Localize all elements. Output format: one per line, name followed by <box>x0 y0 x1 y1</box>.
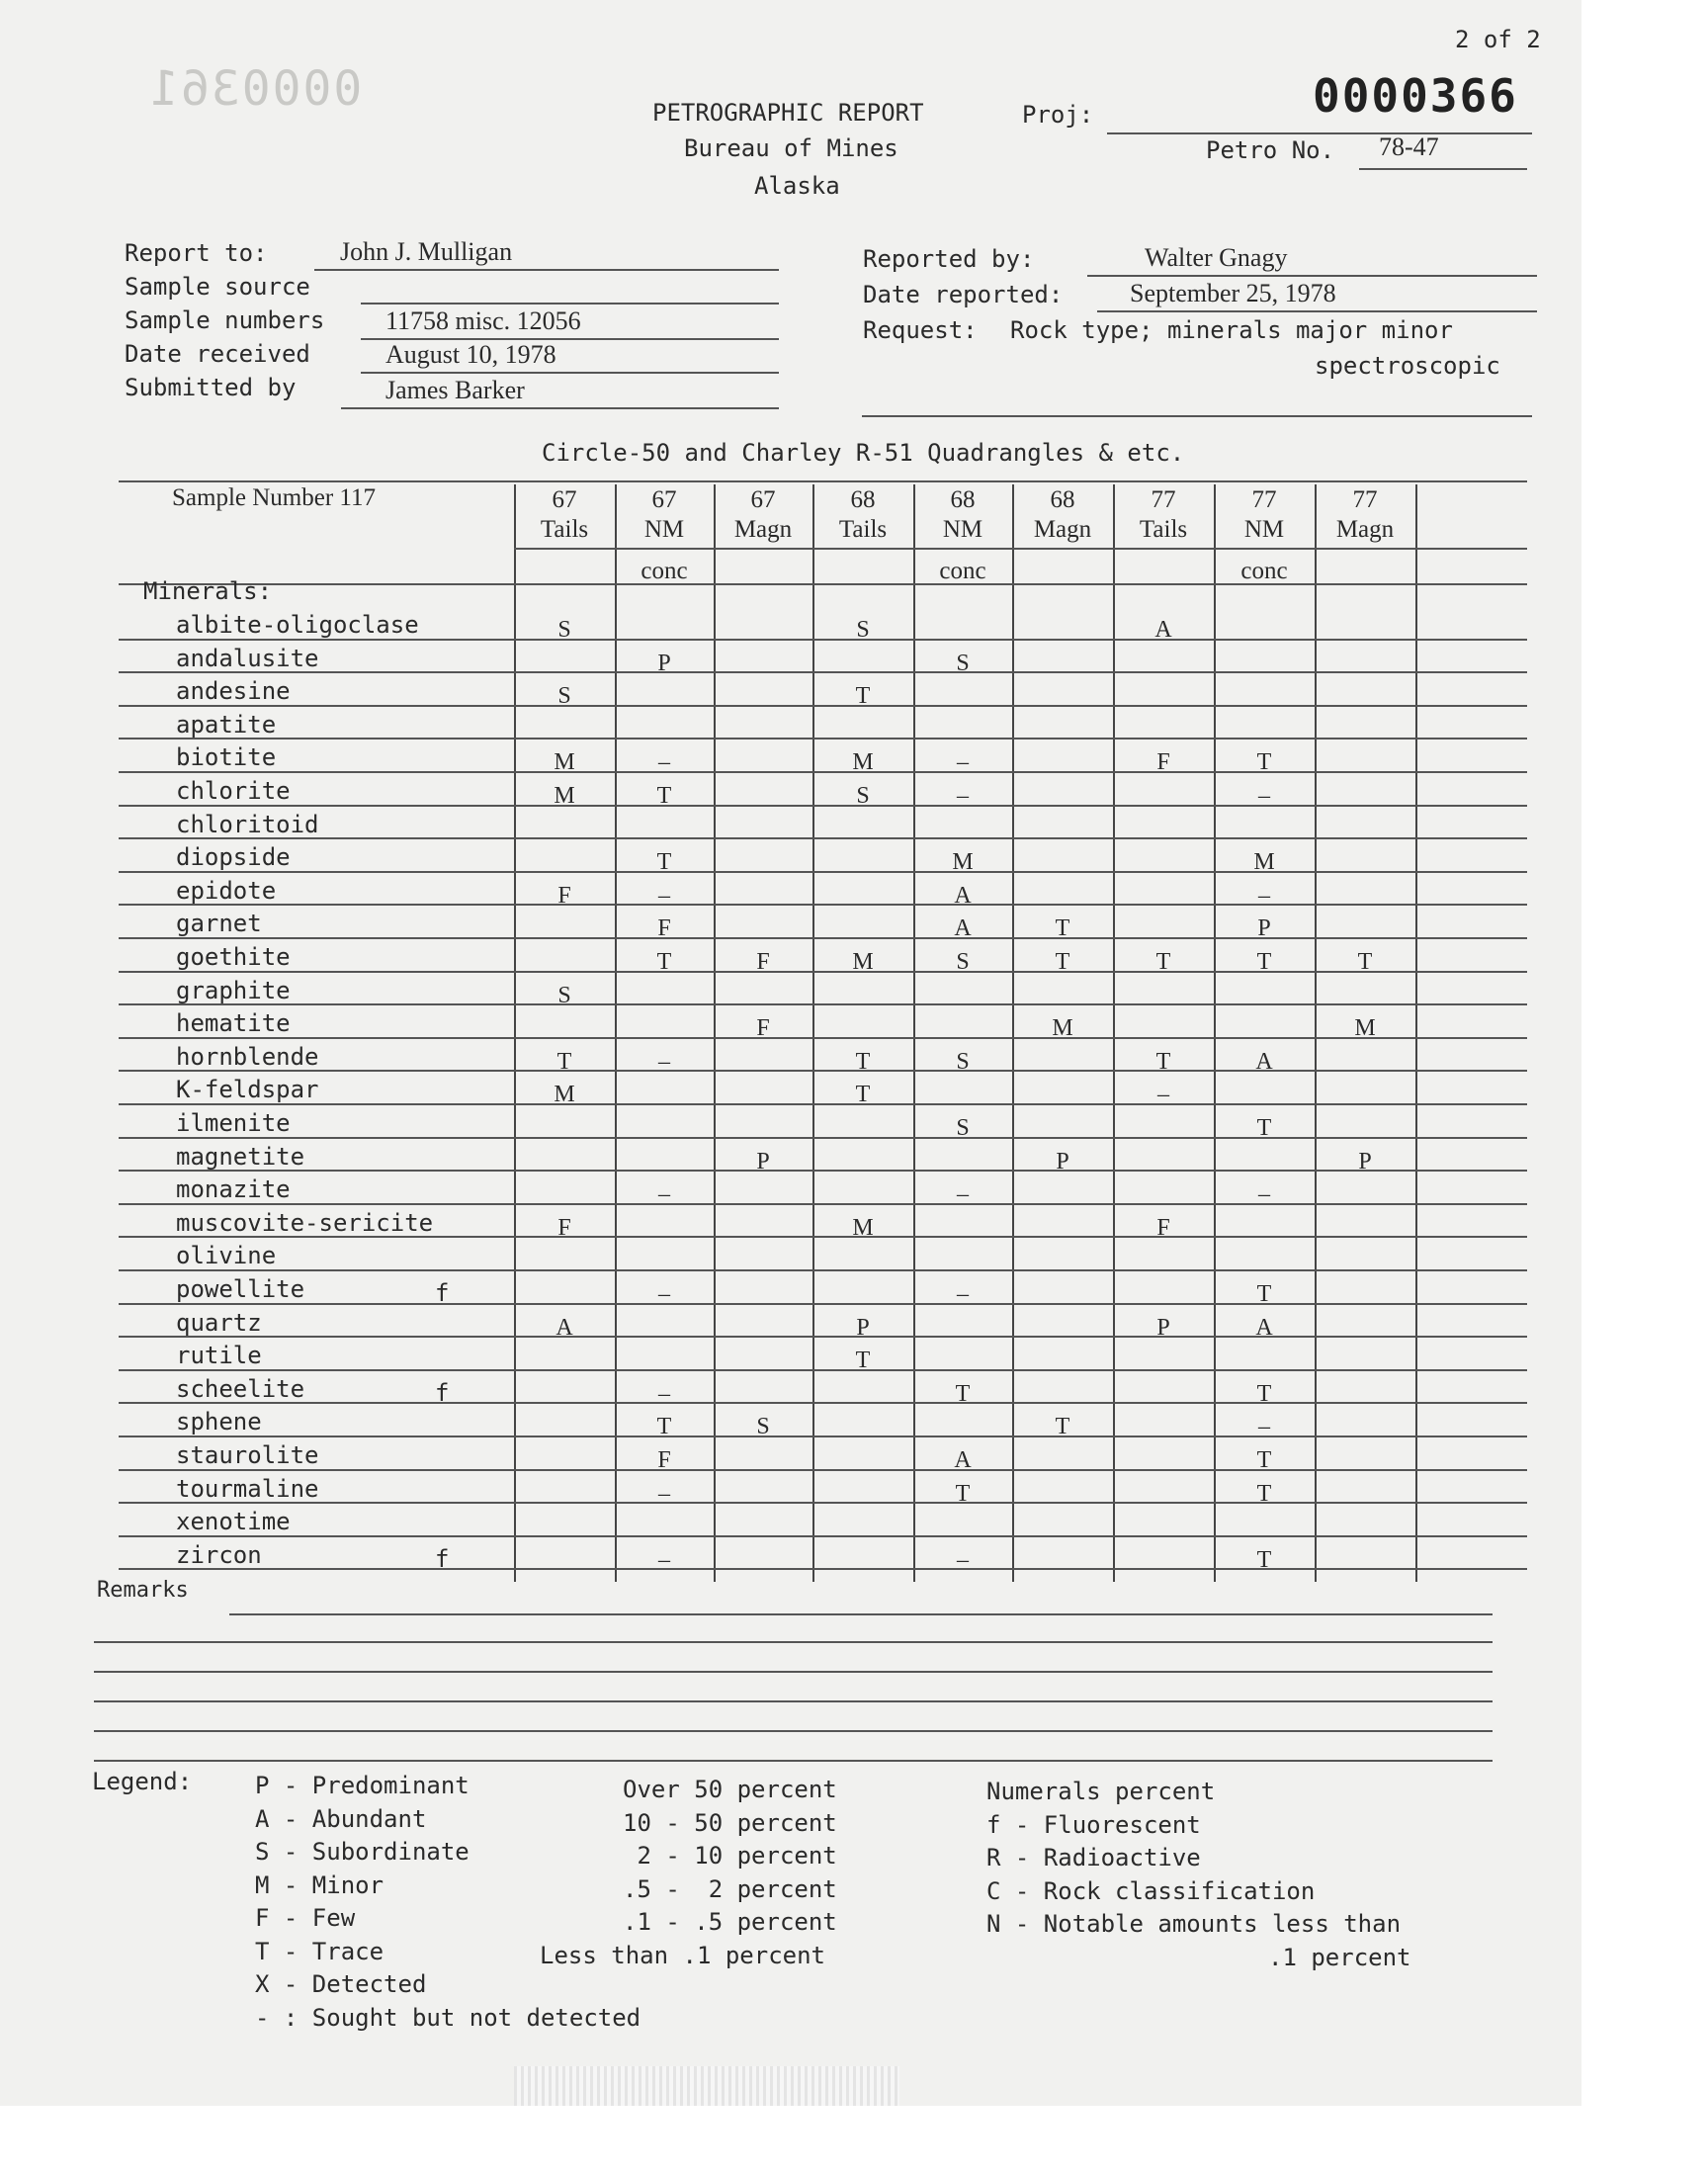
sample-number-label: Sample Number 117 <box>172 484 376 511</box>
legend-label: Legend: <box>92 1768 193 1795</box>
row-divider <box>119 871 1527 873</box>
column-fraction-type: NM <box>942 516 983 543</box>
row-divider <box>119 738 1527 740</box>
legend-code: M - Minor <box>255 1870 384 1899</box>
row-divider <box>119 705 1527 707</box>
header-divider-2 <box>119 583 1527 585</box>
mineral-name: staurolite <box>176 1441 319 1469</box>
legend-note: R - Radioactive <box>986 1844 1201 1871</box>
row-divider <box>119 1336 1527 1338</box>
mineral-name: monazite <box>176 1175 291 1204</box>
legend-code: T - Trace <box>255 1937 384 1965</box>
mineral-rating: S <box>956 1048 970 1075</box>
petro-line <box>1359 168 1527 170</box>
mineral-rating: T <box>855 683 871 710</box>
mineral-rating: P <box>1257 915 1271 942</box>
sample-source-label: Sample source <box>125 273 310 301</box>
mineral-rating: A <box>1154 617 1172 643</box>
petro-label: Petro No. <box>1206 136 1335 164</box>
mineral-rating: T <box>855 1048 871 1075</box>
column-sample-number: 77 <box>1151 486 1176 513</box>
mineral-rating: P <box>856 1314 870 1341</box>
mineral-rating: F <box>557 1214 571 1241</box>
petro-value: 78-47 <box>1379 132 1439 161</box>
legend-note: Numerals percent <box>986 1778 1216 1805</box>
mineral-rating: T <box>1055 915 1070 942</box>
column-fraction-type: Magn <box>1335 516 1395 543</box>
mineral-rating: S <box>557 617 571 643</box>
row-divider <box>119 1003 1527 1005</box>
mineral-rating: S <box>756 1414 770 1440</box>
mineral-rating: T <box>1155 949 1171 975</box>
mineral-rating: – <box>957 1181 969 1208</box>
mineral-name: powellite <box>176 1275 305 1303</box>
date-reported-line <box>1097 310 1537 312</box>
mineral-name: apatite <box>176 710 277 739</box>
mineral-rating: M <box>1354 1015 1376 1042</box>
legend-range: 2 - 10 percent <box>623 1842 837 1870</box>
mineral-name: K-feldspar <box>176 1076 319 1104</box>
row-divider <box>119 1037 1527 1039</box>
request-line-2: spectroscopic <box>1315 352 1500 380</box>
remarks-line-4 <box>94 1700 1493 1702</box>
mineral-rating: S <box>557 683 571 710</box>
column-divider <box>1415 484 1417 1582</box>
sample-numbers-label: Sample numbers <box>125 306 325 334</box>
column-divider <box>1214 484 1216 1582</box>
mineral-name: diopside <box>176 843 291 872</box>
column-divider <box>812 484 814 1582</box>
fluorescent-flag: f <box>435 1279 450 1307</box>
date-reported-label: Date reported: <box>863 281 1064 308</box>
column-divider <box>615 484 617 1582</box>
mineral-name: muscovite-sericite <box>176 1208 434 1237</box>
report-to-line <box>314 269 779 271</box>
mineral-rating: – <box>658 1480 670 1507</box>
mineral-rating: A <box>1255 1314 1273 1341</box>
mineral-rating: A <box>954 882 972 909</box>
column-sample-number: 67 <box>552 486 577 513</box>
submitted-by-label: Submitted by <box>125 374 297 401</box>
report-to-value: John J. Mulligan <box>340 237 513 266</box>
mineral-rating: – <box>658 1380 670 1407</box>
reported-by-line <box>1087 275 1537 277</box>
mineral-rating: S <box>956 1115 970 1141</box>
legend-range: .5 - 2 percent <box>623 1874 837 1903</box>
mineral-rating: T <box>656 949 672 975</box>
row-divider <box>119 1137 1527 1139</box>
row-divider <box>119 1535 1527 1537</box>
mineral-rating: F <box>756 949 770 975</box>
mineral-rating: P <box>1056 1148 1069 1174</box>
remarks-label: Remarks <box>97 1578 189 1603</box>
document-number: 0000366 <box>1313 69 1518 123</box>
column-divider <box>714 484 716 1582</box>
mineral-rating: F <box>1156 749 1170 776</box>
mineral-rating: S <box>956 650 970 676</box>
mineral-rating: T <box>1256 1115 1272 1141</box>
mineral-rating: M <box>1253 849 1275 876</box>
mineral-rating: T <box>855 1082 871 1108</box>
mineral-name: olivine <box>176 1242 277 1270</box>
mineral-rating: F <box>557 882 571 909</box>
column-sample-number: 77 <box>1352 486 1378 513</box>
row-divider <box>119 1402 1527 1404</box>
ghost-stamp: 0000361 <box>148 61 363 117</box>
mineral-rating: – <box>658 882 670 909</box>
remarks-line-1 <box>229 1613 1493 1615</box>
report-to-label: Report to: <box>125 239 268 267</box>
mineral-rating: – <box>957 1281 969 1307</box>
legend-note: C - Rock classification <box>986 1876 1316 1905</box>
mineral-rating: – <box>658 1181 670 1208</box>
fluorescent-flag: f <box>435 1544 450 1573</box>
mineral-rating: T <box>1256 949 1272 975</box>
mineral-rating: – <box>1258 783 1270 809</box>
legend-code: F - Few <box>255 1904 356 1932</box>
mineral-name: chloritoid <box>176 810 319 838</box>
row-divider <box>119 639 1527 641</box>
row-divider <box>119 771 1527 773</box>
legend-note: N - Notable amounts less than <box>986 1910 1402 1938</box>
mineral-rating: F <box>657 915 671 942</box>
submitted-by-line <box>341 407 779 409</box>
legend-note: f - Fluorescent <box>986 1810 1201 1839</box>
row-divider <box>119 904 1527 906</box>
scan-artifact <box>514 2066 899 2106</box>
column-fraction-type: NM <box>1243 516 1285 543</box>
mineral-name: sphene <box>176 1408 262 1436</box>
column-divider <box>1113 484 1115 1582</box>
mineral-name: garnet <box>176 910 262 938</box>
row-divider <box>119 1502 1527 1504</box>
row-divider <box>119 1269 1527 1271</box>
legend-range: Over 50 percent <box>623 1776 837 1803</box>
mineral-name: albite-oligoclase <box>176 611 419 639</box>
column-sample-number: 68 <box>850 486 876 513</box>
mineral-name: biotite <box>176 743 277 772</box>
proj-line <box>1107 132 1532 134</box>
mineral-rating: T <box>556 1048 572 1075</box>
column-sample-number: 68 <box>1050 486 1075 513</box>
legend-code: X - Detected <box>255 1970 427 1998</box>
request-label: Request: <box>863 316 978 344</box>
column-fraction-type: Magn <box>1033 516 1092 543</box>
mineral-name: andesine <box>176 677 291 706</box>
sample-source-line <box>361 303 779 304</box>
mineral-rating: M <box>554 1082 575 1108</box>
mineral-rating: – <box>658 749 670 776</box>
column-fraction-sub: conc <box>939 558 986 584</box>
column-fraction-type: NM <box>643 516 685 543</box>
mineral-rating: S <box>557 982 571 1008</box>
mineral-rating: T <box>1155 1048 1171 1075</box>
location-text: Circle-50 and Charley R-51 Quadrangles & etc. <box>542 439 1185 467</box>
mineral-rating: F <box>1156 1214 1170 1241</box>
mineral-rating: S <box>956 949 970 975</box>
mineral-rating: – <box>957 783 969 809</box>
mineral-rating: M <box>852 949 874 975</box>
column-fraction-sub: conc <box>1240 558 1288 584</box>
region-name: Alaska <box>754 172 840 200</box>
mineral-rating: A <box>1255 1048 1273 1075</box>
mineral-name: chlorite <box>176 777 291 805</box>
mineral-rating: T <box>955 1480 971 1507</box>
mineral-rating: – <box>957 749 969 776</box>
column-fraction-type: Tails <box>540 516 589 543</box>
column-fraction-type: Magn <box>733 516 793 543</box>
legend-code: S - Subordinate <box>255 1838 470 1866</box>
mineral-name: scheelite <box>176 1374 305 1403</box>
row-divider <box>119 1369 1527 1371</box>
row-divider <box>119 671 1527 673</box>
mineral-name: magnetite <box>176 1142 305 1171</box>
row-divider <box>119 1203 1527 1205</box>
legend-code: A - Abundant <box>255 1804 427 1833</box>
mineral-rating: P <box>756 1148 770 1174</box>
submitted-by-value: James Barker <box>385 376 525 404</box>
row-divider <box>119 837 1527 839</box>
remarks-line-5 <box>94 1730 1493 1732</box>
mineral-rating: F <box>657 1447 671 1473</box>
mineral-rating: M <box>952 849 974 876</box>
reported-by-value: Walter Gnagy <box>1145 243 1288 272</box>
column-fraction-sub: conc <box>640 558 688 584</box>
column-divider <box>913 484 915 1582</box>
mineral-rating: T <box>855 1348 871 1374</box>
mineral-rating: – <box>1258 1181 1270 1208</box>
row-divider <box>119 1236 1527 1238</box>
legend-code: P - Predominant <box>255 1772 470 1799</box>
proj-label: Proj: <box>1022 101 1094 129</box>
date-received-line <box>361 372 779 374</box>
mineral-rating: T <box>955 1380 971 1407</box>
legend-code: - : Sought but not detected <box>255 2003 641 2032</box>
column-fraction-type: Tails <box>1139 516 1188 543</box>
mineral-rating: – <box>957 1546 969 1573</box>
row-divider <box>119 1170 1527 1172</box>
legend-range: 10 - 50 percent <box>623 1808 837 1837</box>
mineral-rating: T <box>656 783 672 809</box>
mineral-name: hornblende <box>176 1042 319 1071</box>
mineral-name: ilmenite <box>176 1109 291 1137</box>
mineral-rating: – <box>658 1048 670 1075</box>
mineral-name: hematite <box>176 1009 291 1038</box>
mineral-rating: A <box>954 1447 972 1473</box>
reported-by-label: Reported by: <box>863 245 1035 273</box>
mineral-rating: T <box>656 1414 672 1440</box>
fluorescent-flag: f <box>435 1378 450 1407</box>
column-fraction-type: Tails <box>838 516 888 543</box>
mineral-rating: M <box>554 783 575 809</box>
mineral-name: quartz <box>176 1308 262 1337</box>
table-top-line <box>119 480 1527 482</box>
remarks-line-6 <box>94 1760 1493 1762</box>
minerals-label: Minerals: <box>143 577 273 605</box>
mineral-rating: T <box>1055 1414 1070 1440</box>
mineral-name: rutile <box>176 1342 262 1370</box>
mineral-rating: T <box>1256 1380 1272 1407</box>
column-sample-number: 67 <box>651 486 677 513</box>
mineral-rating: – <box>658 1281 670 1307</box>
mineral-rating: – <box>658 1546 670 1573</box>
request-line <box>862 415 1532 417</box>
sample-numbers-value: 11758 misc. 12056 <box>385 306 581 335</box>
mineral-rating: T <box>1256 749 1272 776</box>
mineral-rating: M <box>852 749 874 776</box>
row-divider <box>119 1568 1527 1570</box>
mineral-rating: A <box>954 915 972 942</box>
column-sample-number: 67 <box>750 486 776 513</box>
row-divider <box>119 1469 1527 1471</box>
mineral-name: xenotime <box>176 1508 291 1536</box>
row-divider <box>119 1436 1527 1437</box>
mineral-rating: M <box>852 1214 874 1241</box>
request-line-1: Rock type; minerals major minor <box>1010 316 1453 344</box>
mineral-rating: A <box>555 1314 573 1341</box>
mineral-rating: – <box>1258 882 1270 909</box>
mineral-rating: T <box>1256 1447 1272 1473</box>
mineral-name: tourmaline <box>176 1474 319 1503</box>
mineral-rating: M <box>554 749 575 776</box>
row-divider <box>119 1103 1527 1105</box>
date-reported-value: September 25, 1978 <box>1130 279 1336 307</box>
date-received-value: August 10, 1978 <box>385 340 556 369</box>
mineral-rating: T <box>1256 1546 1272 1573</box>
row-divider <box>119 805 1527 807</box>
row-divider <box>119 937 1527 939</box>
column-sample-number: 77 <box>1251 486 1277 513</box>
remarks-line-2 <box>94 1641 1493 1643</box>
mineral-name: andalusite <box>176 644 319 672</box>
date-received-label: Date received <box>125 340 310 368</box>
mineral-rating: S <box>856 783 870 809</box>
mineral-rating: T <box>1357 949 1373 975</box>
mineral-rating: M <box>1052 1015 1073 1042</box>
mineral-name: zircon <box>176 1540 262 1569</box>
legend-range: Less than .1 percent <box>540 1941 825 1969</box>
header-divider-1 <box>514 548 1527 550</box>
column-divider <box>1315 484 1317 1582</box>
row-divider <box>119 971 1527 973</box>
mineral-name: epidote <box>176 876 277 905</box>
legend-range: .1 - .5 percent <box>623 1908 837 1936</box>
mineral-rating: T <box>1256 1281 1272 1307</box>
mineral-rating: P <box>1156 1314 1170 1341</box>
mineral-name: goethite <box>176 943 291 971</box>
bureau-name: Bureau of Mines <box>684 134 898 162</box>
column-divider <box>514 484 516 1582</box>
report-title: PETROGRAPHIC REPORT <box>652 99 924 127</box>
row-divider <box>119 1303 1527 1305</box>
mineral-rating: T <box>656 849 672 876</box>
mineral-rating: P <box>1358 1148 1372 1174</box>
mineral-rating: T <box>1256 1480 1272 1507</box>
mineral-rating: – <box>1157 1082 1169 1108</box>
mineral-rating: F <box>756 1015 770 1042</box>
mineral-rating: T <box>1055 949 1070 975</box>
row-divider <box>119 1070 1527 1072</box>
page-indicator: 2 of 2 <box>1455 26 1541 53</box>
column-sample-number: 68 <box>950 486 976 513</box>
mineral-rating: – <box>1258 1414 1270 1440</box>
remarks-line-3 <box>94 1671 1493 1673</box>
mineral-rating: S <box>856 617 870 643</box>
column-divider <box>1012 484 1014 1582</box>
mineral-rating: P <box>657 650 671 676</box>
mineral-name: graphite <box>176 976 291 1004</box>
legend-note: .1 percent <box>1268 1943 1411 1971</box>
